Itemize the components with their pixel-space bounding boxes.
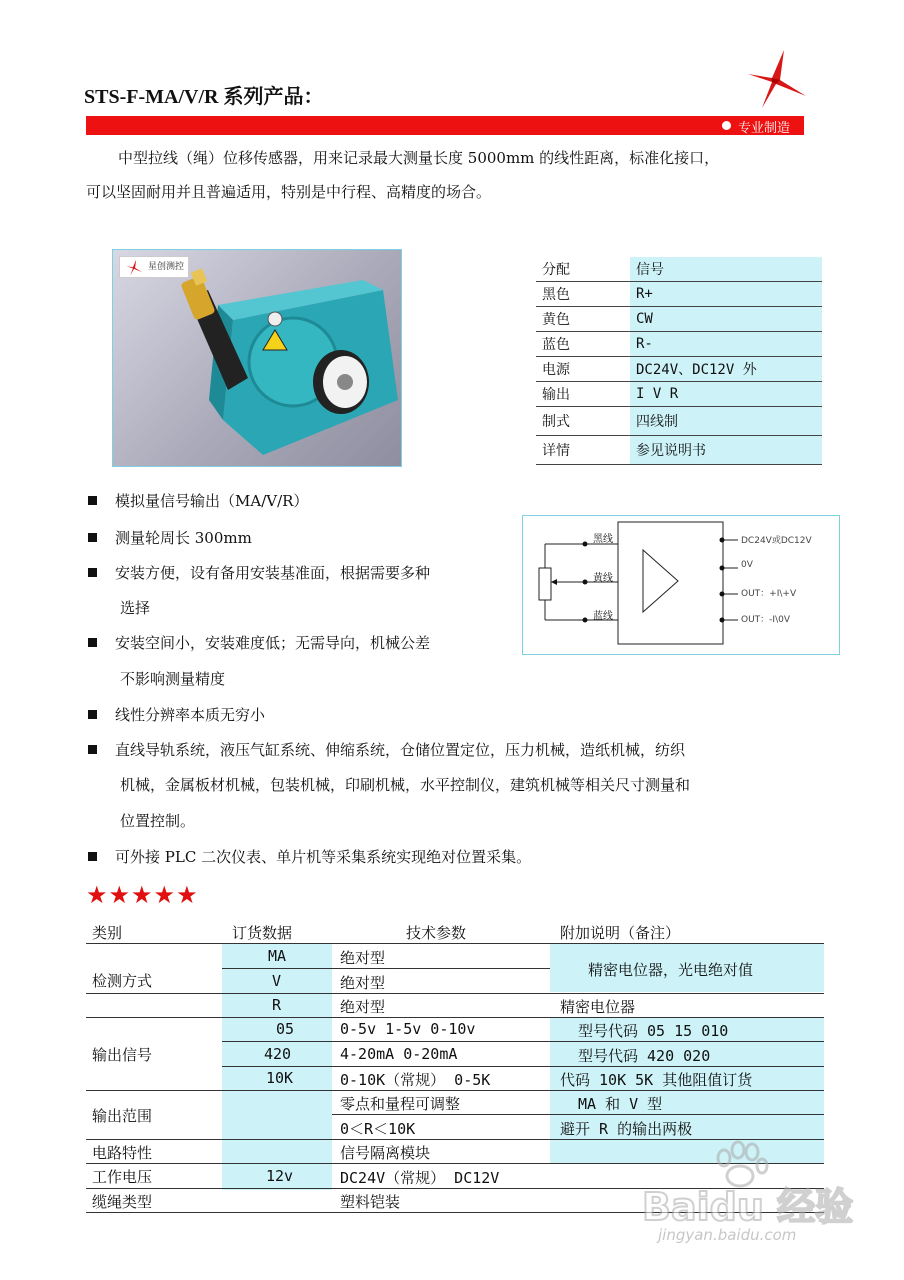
wiring-row-label: 详情 xyxy=(536,436,630,465)
wiring-row-value: 四线制 xyxy=(630,407,822,436)
feature-item: 安装空间小，安装难度低；无需导向，机械公差 xyxy=(88,632,430,653)
detect-code-ma: MA xyxy=(268,947,287,965)
feature-item-continued: 选择 xyxy=(120,599,151,617)
watermark xyxy=(640,1140,870,1250)
range-note: MA 和 V 型 xyxy=(578,1095,663,1113)
detect-code-r: R xyxy=(272,996,282,1014)
brand-logo-icon xyxy=(744,44,808,110)
wiring-table-row xyxy=(536,407,822,436)
wiring-row-label: 黄色 xyxy=(536,307,630,332)
wiring-row-label: 蓝色 xyxy=(536,332,630,357)
output-code: 10K xyxy=(266,1069,294,1087)
wiring-row-value: 信号 xyxy=(630,257,822,282)
category-output-range: 输出范围 xyxy=(92,1107,153,1125)
header-red-bar xyxy=(86,116,804,135)
order-header-tech-params: 技术参数 xyxy=(406,924,467,942)
range-note: 避开 R 的输出两极 xyxy=(560,1120,693,1138)
wiring-row-value: 参见说明书 xyxy=(630,436,822,465)
detect-param: 绝对型 xyxy=(340,949,386,967)
wiring-table-row xyxy=(536,257,822,282)
wiring-row-label: 输出 xyxy=(536,382,630,407)
square-bullet-icon xyxy=(88,638,97,647)
rating-stars: ★★★★★ xyxy=(86,881,199,909)
photo-brand-text: 星创测控 xyxy=(148,262,185,272)
wiring-row-label: 制式 xyxy=(536,407,630,436)
square-bullet-icon xyxy=(88,533,97,542)
wiring-table-row xyxy=(536,382,822,407)
order-header-category: 类别 xyxy=(92,924,123,942)
wiring-row-value: R- xyxy=(630,332,822,357)
detect-code-v: V xyxy=(272,972,282,990)
page-title: STS-F-MA/V/R 系列产品： xyxy=(84,86,324,108)
product-photo xyxy=(112,249,402,467)
voltage-param: DC24V（常规） DC12V xyxy=(340,1169,500,1187)
square-bullet-icon xyxy=(88,496,97,505)
range-param: 零点和量程可调整 xyxy=(340,1095,461,1113)
detect-note-r: 精密电位器 xyxy=(560,998,636,1016)
output-note: 代码 10K 5K 其他阻值订货 xyxy=(560,1071,753,1089)
wire-label-yellow: 黄线 xyxy=(593,573,613,584)
output-param: 0-5v 1-5v 0-10v xyxy=(340,1020,476,1038)
wiring-table xyxy=(536,257,822,465)
feature-item: 可外接 PLC 二次仪表、单片机等采集系统实现绝对位置采集。 xyxy=(88,846,531,867)
category-output-signal: 输出信号 xyxy=(92,1046,153,1064)
wiring-row-value: R+ xyxy=(630,282,822,307)
wiring-table-row xyxy=(536,357,822,382)
category-voltage: 工作电压 xyxy=(92,1168,153,1186)
output-zero-label: 0V xyxy=(741,560,753,570)
wiring-row-label: 分配 xyxy=(536,257,630,282)
output-negative-label: OUT：-I\0V xyxy=(741,615,790,625)
output-param: 4-20mA 0-20mA xyxy=(340,1045,458,1063)
intro-line-2: 可以坚固耐用并且普遍适用，特别是中行程、高精度的场合。 xyxy=(86,183,492,201)
voltage-code: 12v xyxy=(266,1167,294,1185)
wiring-row-value: CW xyxy=(630,307,822,332)
output-param: 0-10K（常规） 0-5K xyxy=(340,1071,491,1089)
wiring-row-value: DC24V、DC12V 外 xyxy=(630,357,822,382)
bullet-dot-icon xyxy=(722,121,731,130)
cable-param: 塑料铠装 xyxy=(340,1193,401,1211)
feature-item: 直线导轨系统，液压气缸系统、伸缩系统，仓储位置定位，压力机械，造纸机械，纺织 xyxy=(88,739,685,760)
circuit-param: 信号隔离模块 xyxy=(340,1144,431,1162)
detect-note-merged: 精密电位器，光电绝对值 xyxy=(588,961,754,979)
wiring-row-label: 黑色 xyxy=(536,282,630,307)
header-badge: 专业制造 xyxy=(738,121,791,136)
category-cable: 缆绳类型 xyxy=(92,1193,153,1211)
feature-item: 安装方便，设有备用安装基准面，根据需要多种 xyxy=(88,562,430,583)
wiring-diagram xyxy=(522,515,840,655)
feature-item: 模拟量信号输出（MA/V/R） xyxy=(88,490,308,511)
output-positive-label: OUT：+I\+V xyxy=(741,589,797,599)
wire-label-black: 黑线 xyxy=(593,534,613,545)
feature-item: 线性分辨率本质无穷小 xyxy=(88,704,265,725)
square-bullet-icon xyxy=(88,568,97,577)
wiring-table-row xyxy=(536,282,822,307)
square-bullet-icon xyxy=(88,852,97,861)
watermark-url: jingyan.baidu.com xyxy=(658,1226,797,1244)
output-note: 型号代码 420 020 xyxy=(578,1047,711,1065)
feature-item-continued: 不影响测量精度 xyxy=(120,670,226,688)
wiring-table-row xyxy=(536,436,822,465)
feature-item-continued: 位置控制。 xyxy=(120,812,196,830)
order-header-order-data: 订货数据 xyxy=(232,924,293,942)
output-power-label: DC24V或DC12V xyxy=(741,536,812,546)
square-bullet-icon xyxy=(88,710,97,719)
wiring-table-row xyxy=(536,332,822,357)
wiring-table-row xyxy=(536,307,822,332)
square-bullet-icon xyxy=(88,745,97,754)
sensor-illustration xyxy=(113,250,402,467)
feature-item-continued: 机械，金属板材机械，包装机械，印刷机械，水平控制仪，建筑机械等相关尺寸测量和 xyxy=(120,776,691,794)
range-param: 0＜R＜10K xyxy=(340,1120,416,1138)
category-circuit: 电路特性 xyxy=(92,1144,153,1162)
wiring-row-label: 电源 xyxy=(536,357,630,382)
order-header-notes: 附加说明（备注） xyxy=(560,924,681,942)
category-detect: 检测方式 xyxy=(92,972,153,990)
detect-param: 绝对型 xyxy=(340,998,386,1016)
watermark-brand: Baidu 经验 xyxy=(642,1185,854,1229)
output-code: 420 xyxy=(264,1045,292,1063)
feature-item: 测量轮周长 300mm xyxy=(88,527,252,548)
wire-label-blue: 蓝线 xyxy=(593,611,613,622)
output-note: 型号代码 05 15 010 xyxy=(578,1022,729,1040)
intro-line-1: 中型拉线（绳）位移传感器，用来记录最大测量长度 5000mm 的线性距离，标准化接口， xyxy=(118,149,720,167)
detect-param: 绝对型 xyxy=(340,974,386,992)
wiring-row-value: I V R xyxy=(630,382,822,407)
output-code: 05 xyxy=(276,1020,295,1038)
